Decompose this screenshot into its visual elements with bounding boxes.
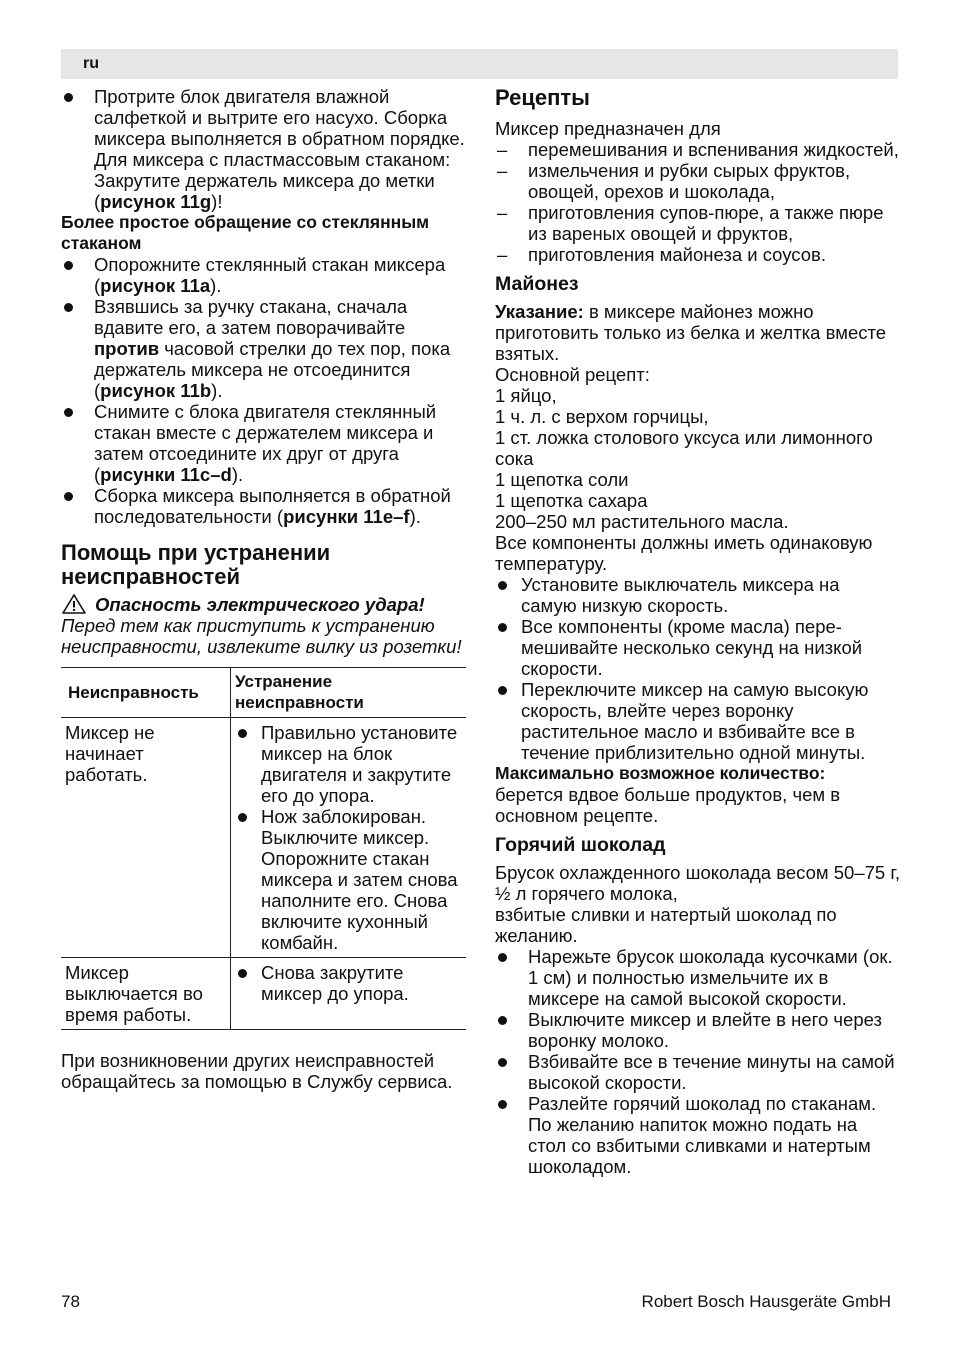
fix-item: Правильно установите миксер на блок двигателя и закрутите его до упора. [235, 722, 462, 806]
step-figure: рисунки 11c–d [100, 464, 232, 485]
intro-bullet: Протрите блок двигателя влажной салфеткой и вытрите его насухо. Сборка миксера выполняется в обратном порядке. [61, 86, 466, 149]
language-label: ru [83, 55, 99, 72]
fix-item: Снова закрутите миксер до упора. [235, 962, 462, 1004]
troubleshooting-table [61, 667, 466, 1030]
recipes-heading: Рецепты [495, 85, 590, 110]
table-header-fix: Устранение неисправности [235, 672, 364, 712]
step-text: Снимите с блока двигателя стеклянный стакан вместе с держателем миксера и затем отсоедините их друг от друга ( [94, 401, 437, 485]
company-name: Robert Bosch Hausgeräte GmbH [641, 1292, 891, 1311]
fix-cell [231, 718, 467, 958]
ingredient: 1 щепотка сахара [495, 490, 648, 511]
step-emphasis: против [94, 338, 160, 359]
recipe-use-item: – приготовления майонеза и соусов. [495, 244, 900, 265]
recipes-intro: Миксер предназначен для [495, 118, 721, 139]
problem-cell: Миксер не начинает работать. [61, 718, 231, 958]
mayonnaise-step: Установите выключатель миксера на самую низкую скорость. [495, 574, 900, 616]
header-bar [61, 49, 898, 79]
plastic-note-figure: рисунок 11g [100, 191, 212, 212]
step-text: Опорожните стеклянный стакан миксера ( [94, 254, 446, 296]
page-number: 78 [61, 1292, 80, 1311]
ingredient: 200–250 мл растительного масла. [495, 511, 789, 532]
step-end: ). [211, 380, 223, 401]
recipe-use-item: – измельчения и рубки сырых фруктов, овощей, орехов и шоколада, [495, 160, 900, 202]
step-end: ). [210, 275, 222, 296]
ingredient: 1 щепотка соли [495, 469, 629, 490]
table-header-row [61, 668, 466, 718]
right-column [495, 86, 900, 1177]
hot-chocolate-heading: Горячий шоколад [495, 834, 666, 856]
troubleshooting-heading: Помощь при устранении неисправностей [61, 540, 331, 589]
plastic-note-end: )! [211, 191, 223, 212]
warning-triangle-icon [61, 593, 87, 615]
glass-step-2 [61, 296, 466, 401]
table-row [61, 958, 466, 1030]
step-figure: рисунок 11b [100, 380, 212, 401]
table-row [61, 718, 466, 958]
recipe-use-item: – приготовления супов-пюре, а также пюре из вареных овощей и фруктов, [495, 202, 900, 244]
glass-step-1 [61, 254, 466, 296]
mayonnaise-heading: Майонез [495, 273, 579, 295]
ingredient: Все компоненты должны иметь одинаковую температуру. [495, 532, 873, 574]
fix-item: Нож заблокирован. Выключите миксер. Опорожните стакан миксера и затем снова наполните его. Снова включите кухонный комбайн. [235, 806, 462, 953]
problem-cell: Миксер выключается во время работы. [61, 958, 231, 1030]
note-text: в миксере майонез можно приготовить только из белка и желтка вместе взятых. [495, 301, 887, 364]
step-end: ). [409, 506, 421, 527]
warning-title [61, 593, 466, 615]
left-column [61, 86, 466, 1092]
glass-step-4 [61, 485, 466, 527]
service-text: При возникновении других неисправностей обращайтесь за помощью в Службу сервиса. [61, 1050, 453, 1092]
glass-heading: Более простое обращение со стеклянным стаканом [61, 212, 430, 253]
ingredient: взбитые сливки и натертый шоколад по желанию. [495, 904, 837, 946]
ingredient: Брусок охлажденного шоколада весом 50–75 г, [495, 862, 900, 883]
max-quantity-text: берется вдвое больше продуктов, чем в основном рецепте. [495, 784, 841, 826]
note-label: Указание: [495, 301, 584, 322]
step-text: Взявшись за ручку стакана, сначала вдавите его, а затем поворачивайте [94, 296, 408, 338]
step-end: ). [231, 464, 244, 485]
warning-text: Перед тем как приступить к устранению неисправности, извлеките вилку из розетки! [61, 615, 462, 657]
plastic-note-text: Для миксера с пластмассовым стаканом: Закрутите держатель миксера до метки ( [94, 149, 451, 212]
mayonnaise-step: Переключите миксер на самую высокую скорость, влейте через воронку растительное масло и взбивайте все в течение приблизительно одной минуты. [495, 679, 900, 763]
chocolate-step: Нарежьте брусок шоколада кусочками (ок. 1 см) и полностью измельчите их в миксере на самой высокой скорости. [495, 946, 900, 1009]
chocolate-step: Разлейте горячий шоколад по стаканам. По желанию напиток можно подать на стол со взбитыми сливками и натертым шоколадом. [495, 1093, 900, 1177]
table-header-problem: Неисправность [61, 668, 231, 718]
step-text: Сборка миксера выполняется в обратной последовательности ( [94, 485, 451, 527]
glass-step-3 [61, 401, 466, 485]
chocolate-step: Выключите миксер и влейте в него через воронку молоко. [495, 1009, 900, 1051]
mayonnaise-note [495, 301, 900, 364]
ingredient: 1 ст. ложка столового уксуса или лимонного сока [495, 427, 873, 469]
max-quantity-label: Максимально возможное количество: [495, 763, 826, 783]
step-figure: рисунки 11e–f [283, 506, 410, 527]
ingredient: 1 ч. л. с верхом горчицы, [495, 406, 709, 427]
recipe-use-item: – перемешивания и вспенивания жидкостей, [495, 139, 900, 160]
ingredient: 1 яйцо, [495, 385, 557, 406]
basic-recipe-label: Основной рецепт: [495, 364, 650, 385]
step-figure: рисунок 11a [100, 275, 211, 296]
plastic-cup-note [61, 149, 466, 212]
step-text-2: часовой стрелки до тех пор, пока держатель миксера не отсоединится ( [94, 338, 451, 401]
mayonnaise-step: Все компоненты (кроме масла) перемешивайте несколько секунд на низкой скорости. [495, 616, 900, 679]
warning-block [61, 593, 466, 657]
chocolate-step: Взбивайте все в течение минуты на самой высокой скорости. [495, 1051, 900, 1093]
ingredient: ½ л горячего молока, [495, 883, 678, 904]
warning-title-text: Опасность электрического удара! [95, 593, 425, 615]
fix-cell [231, 958, 467, 1030]
